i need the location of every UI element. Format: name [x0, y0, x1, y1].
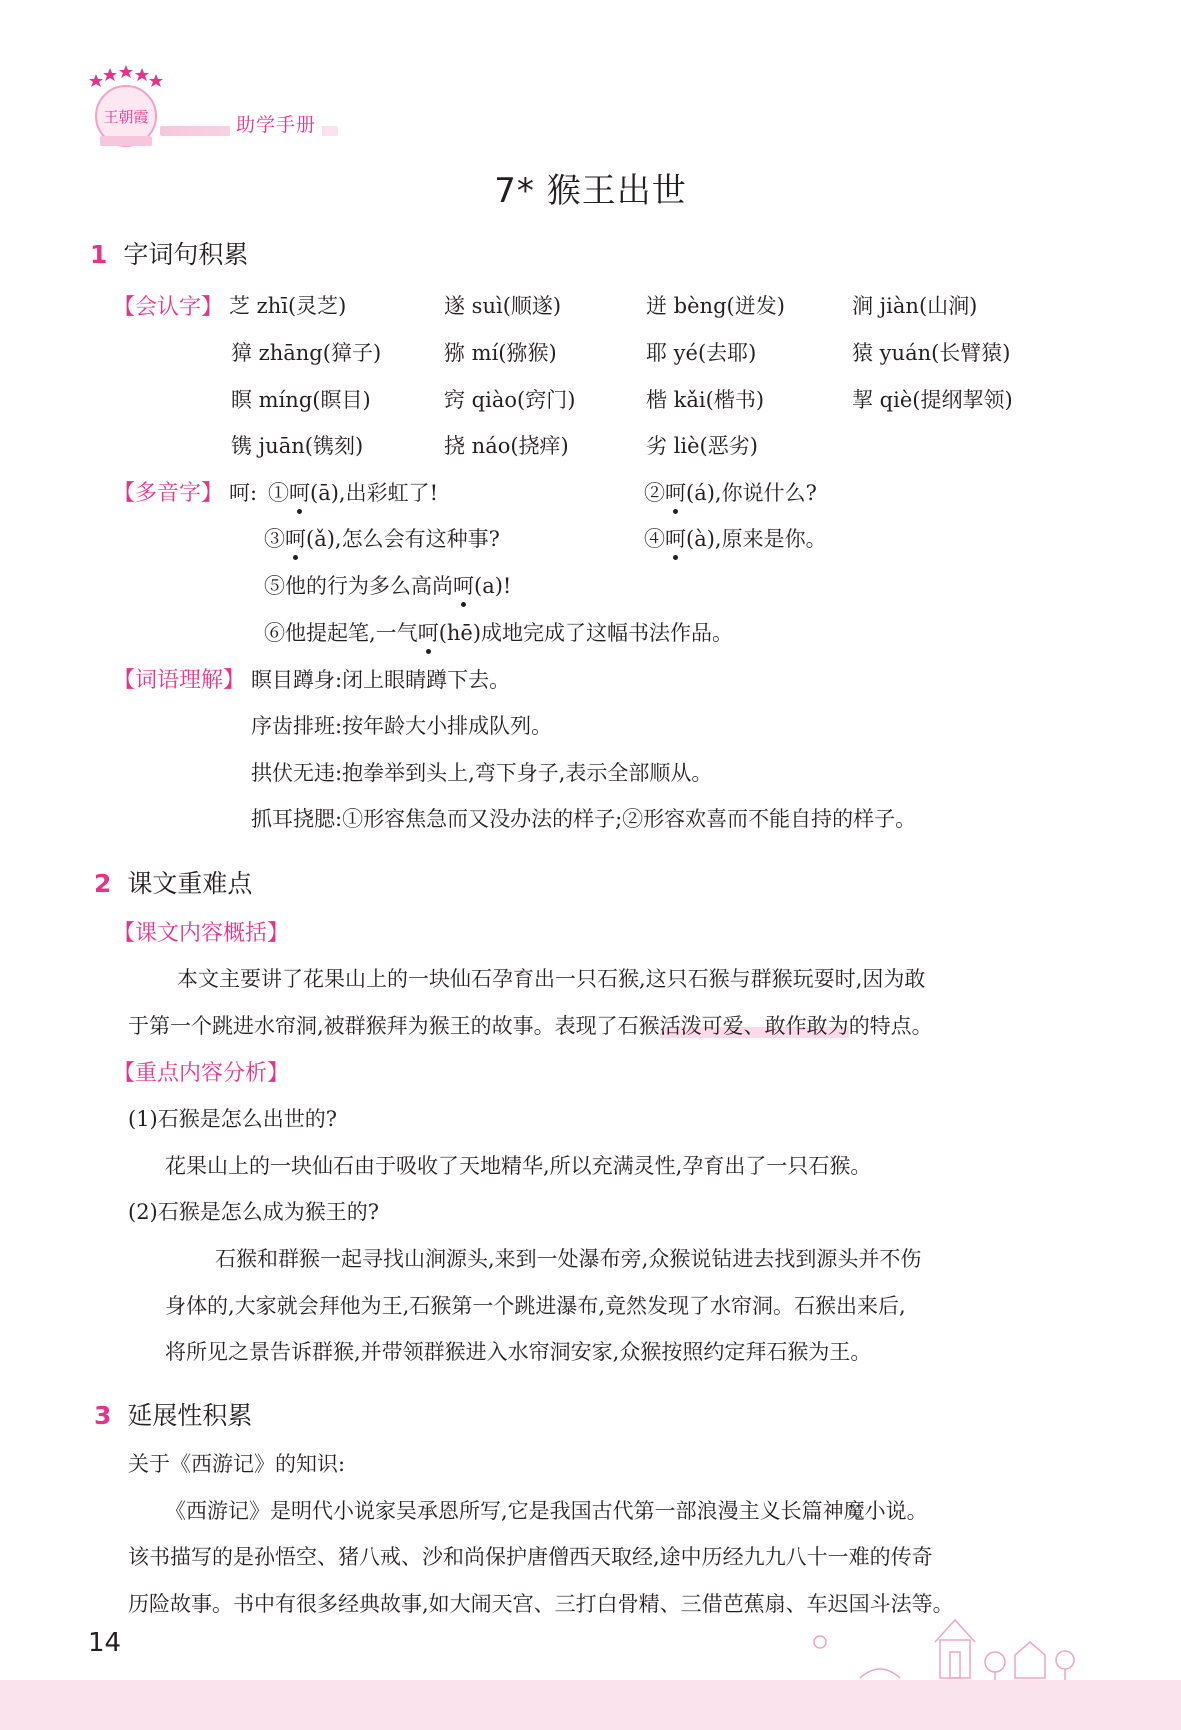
- section-2-number: 2: [94, 869, 112, 898]
- section-2-title: 课文重难点: [127, 869, 253, 898]
- handbook-label: 助学手册: [160, 110, 340, 142]
- polyphone-tag: 【多音字】: [113, 481, 224, 506]
- recognize-item: 劣 liè(恶劣): [646, 434, 758, 458]
- polyphone-example: ⑥他提起笔,一气呵(hē)成地完成了这幅书法作品。: [264, 621, 734, 645]
- section-1-heading: [90, 235, 248, 271]
- answer-1: 花果山上的一块仙石由于吸收了天地精华,所以充满灵性,孕育出了一只石猴。: [165, 1154, 872, 1178]
- extension-line: 该书描写的是孙悟空、猪八戒、沙和尚保护唐僧西天取经,途中历经九九八十一难的传奇: [128, 1545, 933, 1569]
- question-1: (1)石猴是怎么出世的?: [128, 1107, 338, 1131]
- polyphone-char: 呵:: [229, 481, 258, 505]
- section-1-number: 1: [90, 240, 108, 269]
- extension-line: 《西游记》是明代小说家吴承恩所写,它是我国古代第一部浪漫主义长篇神魔小说。: [165, 1499, 928, 1523]
- polyphone-example: ②呵(á),你说什么?: [644, 481, 817, 505]
- recognize-item: 猿 yuán(长臂猿): [852, 341, 1011, 365]
- recognize-item: 猕 mí(猕猴): [444, 341, 557, 365]
- section-2-heading: [94, 864, 252, 900]
- brand-logo: [86, 64, 166, 152]
- section-3-title: 延展性积累: [127, 1401, 253, 1430]
- recognize-item: 芝 zhī(灵芝): [229, 294, 347, 318]
- summary-line: 本文主要讲了花果山上的一块仙石孕育出一只石猴,这只石猴与群猴玩耍时,因为敢: [177, 967, 926, 991]
- recognize-item: 窍 qiào(窍门): [444, 388, 576, 412]
- answer-2-line: 石猴和群猴一起寻找山涧源头,来到一处瀑布旁,众猴说钻进去找到源头并不伤: [215, 1247, 922, 1271]
- polyphone-example: ④呵(à),原来是你。: [644, 527, 827, 551]
- answer-2-line: 身体的,大家就会拜他为王,石猴第一个跳进瀑布,竟然发现了水帘洞。石猴出来后,: [165, 1294, 906, 1318]
- vocab-item: 序齿排班:按年龄大小排成队列。: [251, 714, 553, 738]
- vocab-tag: 【词语理解】: [113, 668, 246, 693]
- summary-line: 于第一个跳进水帘洞,被群猴拜为猴王的故事。表现了石猴活泼可爱、敢作敢为的特点。: [128, 1014, 933, 1038]
- section-3-heading: [94, 1396, 252, 1432]
- recognize-tag: 【会认字】: [113, 295, 224, 320]
- answer-2-line: 将所见之景告诉群猴,并带领群猴进入水帘洞安家,众猴按照约定拜石猴为王。: [165, 1340, 872, 1364]
- highlight: 活泼可爱、敢作敢为: [659, 1014, 849, 1038]
- extension-line: 历险故事。书中有很多经典故事,如大闹天宫、三打白骨精、三借芭蕉扇、车迟国斗法等。: [128, 1592, 954, 1616]
- page-number: 14: [88, 1628, 122, 1658]
- decorative-scene-icon: [800, 1600, 1090, 1680]
- question-2: (2)石猴是怎么成为猴王的?: [128, 1200, 380, 1224]
- analysis-tag: 【重点内容分析】: [113, 1061, 290, 1086]
- footer-band: [0, 1680, 1181, 1730]
- extension-intro: 关于《西游记》的知识:: [128, 1452, 346, 1476]
- polyphone-example: ③呵(ǎ),怎么会有这种事?: [264, 527, 500, 551]
- section-3-number: 3: [94, 1401, 112, 1430]
- recognize-item: 遂 suì(顺遂): [444, 294, 562, 318]
- recognize-item: 挠 náo(挠痒): [444, 434, 569, 458]
- recognize-item: 涧 jiàn(山涧): [852, 294, 978, 318]
- recognize-item: 瞑 míng(瞑目): [231, 388, 371, 412]
- vocab-item: 瞑目蹲身:闭上眼睛蹲下去。: [251, 668, 511, 692]
- recognize-item: 耶 yé(去耶): [646, 341, 757, 365]
- polyphone-example: ⑤他的行为多么高尚呵(a)!: [264, 574, 512, 598]
- section-1-title: 字词句积累: [123, 240, 249, 269]
- recognize-item: 楷 kǎi(楷书): [646, 388, 765, 412]
- polyphone-example: ①呵(ā),出彩虹了!: [268, 481, 439, 505]
- page-title: 7* 猴王出世: [494, 171, 687, 211]
- logo-text: 王朝霞: [103, 108, 149, 126]
- vocab-item: 拱伏无违:抱拳举到头上,弯下身子,表示全部顺从。: [251, 761, 713, 785]
- recognize-item: 獐 zhāng(獐子): [231, 341, 382, 365]
- recognize-item: 镌 juān(镌刻): [231, 434, 364, 458]
- recognize-item: 迸 bèng(迸发): [646, 294, 785, 318]
- recognize-item: 挈 qiè(提纲挈领): [852, 388, 1013, 412]
- vocab-item: 抓耳挠腮:①形容焦急而又没办法的样子;②形容欢喜而不能自持的样子。: [251, 807, 917, 831]
- summary-tag: 【课文内容概括】: [113, 921, 290, 946]
